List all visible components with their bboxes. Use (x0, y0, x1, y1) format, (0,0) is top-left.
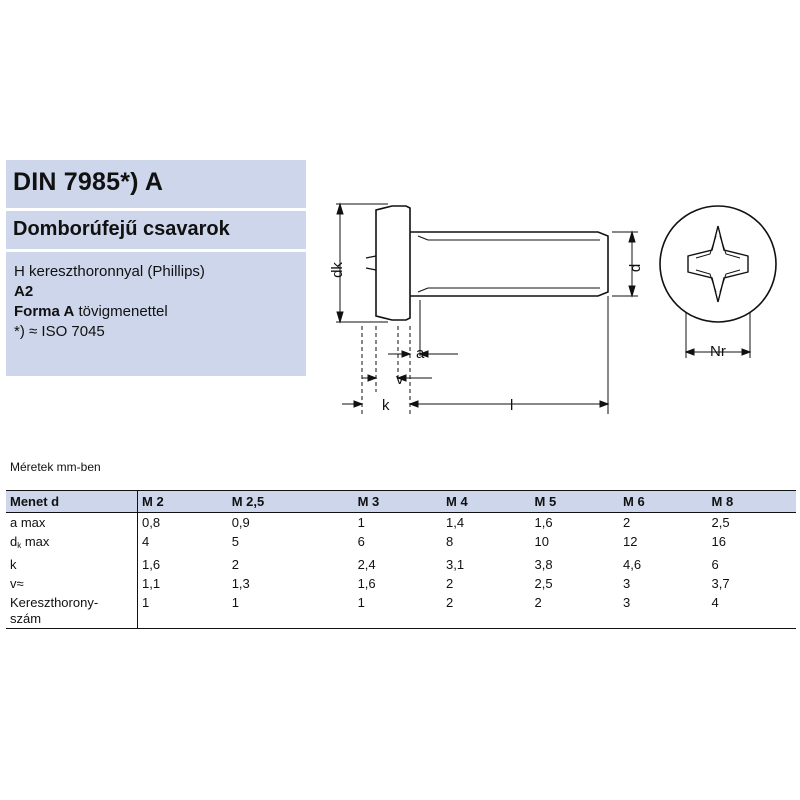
table-cell: 1,3 (231, 576, 250, 591)
table-header-row (6, 491, 796, 513)
table-cell: 0,9 (231, 515, 250, 530)
table-cell: 3 (623, 576, 631, 591)
col-header-m5: M 5 (531, 491, 619, 513)
col-header-m6: M 6 (619, 491, 707, 513)
screw-slot (366, 256, 376, 270)
col-header-thread: Menet d (6, 491, 138, 513)
dimensions-table (6, 490, 796, 629)
table-cell: 3,1 (446, 557, 465, 572)
table-cell: 1,1 (142, 576, 161, 591)
table-cell: 2 (446, 576, 454, 591)
info-drive-type: H kereszthoronnyal (Phillips) (14, 263, 205, 280)
phillips-recess (688, 226, 748, 302)
table-cell: 1,4 (446, 515, 465, 530)
table-cell: 12 (623, 534, 638, 549)
table-cell: 16 (711, 534, 726, 549)
table-row (6, 574, 796, 593)
table-cell: 2 (623, 515, 631, 530)
table-cell: 4 (708, 593, 797, 629)
row-label: Kereszthorony- szám (6, 593, 138, 629)
units-note: Méretek mm-ben (10, 460, 101, 474)
table-cell: 6 (357, 534, 365, 549)
table-cell: 2 (531, 593, 619, 629)
table-row (6, 532, 796, 555)
col-header-m4: M 4 (442, 491, 530, 513)
info-form: Forma A tövigmenettel (14, 303, 168, 320)
label-a: a (416, 345, 425, 362)
table-cell: 0,8 (142, 515, 161, 530)
label-d: d (627, 263, 644, 273)
table-cell: 4,6 (623, 557, 642, 572)
screw-technical-drawing (328, 196, 788, 426)
title-box (6, 160, 306, 208)
info-material: A2 (14, 283, 34, 300)
page-subtitle: Domborúfejű csavarok (13, 218, 230, 240)
table-cell: 4 (142, 534, 150, 549)
table-cell: 8 (446, 534, 454, 549)
thread-runout (418, 236, 428, 292)
table-cell: 1 (138, 593, 228, 629)
table-cell: 2,5 (711, 515, 730, 530)
row-label: k (6, 555, 138, 574)
table-cell: 1,6 (142, 557, 161, 572)
col-header-m8: M 8 (708, 491, 797, 513)
row-label: $d_k$ max (6, 532, 138, 555)
table-cell: 3 (619, 593, 707, 629)
table-cell: 1,6 (357, 576, 376, 591)
table-cell: 3,7 (711, 576, 730, 591)
screw-head (376, 206, 410, 320)
label-l: l (510, 397, 514, 414)
table-cell: 1,6 (534, 515, 553, 530)
info-box (6, 252, 306, 376)
col-header-m2-5: M 2,5 (228, 491, 354, 513)
table-cell: 1 (354, 593, 442, 629)
table-row (6, 555, 796, 574)
table-cell: 2 (442, 593, 530, 629)
page-title: DIN 7985*) A (13, 168, 164, 196)
table-cell: 1 (228, 593, 354, 629)
thread-lines (428, 240, 600, 288)
table-cell: 5 (231, 534, 239, 549)
row-label: a max (6, 513, 138, 533)
screw-shank (410, 232, 608, 296)
label-k: k (382, 397, 390, 414)
subtitle-box (6, 211, 306, 249)
table-cell: 2,5 (534, 576, 553, 591)
label-nr: Nr (710, 343, 726, 360)
table-row (6, 593, 796, 629)
col-header-m2: M 2 (138, 491, 228, 513)
label-v: v (396, 371, 404, 388)
row-label: v≈ (6, 574, 138, 593)
table-cell: 6 (711, 557, 719, 572)
table-cell: 2,4 (357, 557, 376, 572)
head-top-view (660, 206, 776, 322)
label-dk: dk (329, 262, 346, 278)
table-cell: 1 (357, 515, 365, 530)
table-row (6, 513, 796, 533)
info-iso-equivalent: *) ≈ ISO 7045 (14, 323, 105, 340)
col-header-m3: M 3 (354, 491, 442, 513)
table-cell: 3,8 (534, 557, 553, 572)
table-cell: 10 (534, 534, 549, 549)
table-cell: 2 (231, 557, 239, 572)
